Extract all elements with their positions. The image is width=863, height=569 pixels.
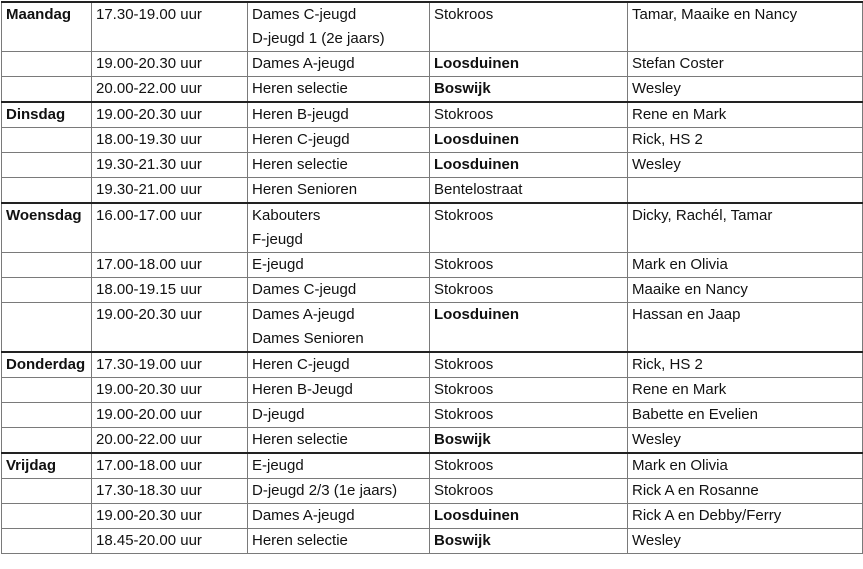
location-cell: Loosduinen (430, 303, 628, 353)
location-cell: Stokroos (430, 2, 628, 52)
group-line: Heren B-Jeugd (252, 381, 353, 398)
trainers-cell: Rene en Mark (628, 102, 863, 128)
location-cell: Boswijk (430, 428, 628, 454)
location-cell: Boswijk (430, 529, 628, 554)
location-cell: Stokroos (430, 253, 628, 278)
schedule-row (2, 403, 863, 428)
time-cell: 17.30-19.00 uur (92, 2, 248, 52)
group-cell (248, 453, 430, 479)
day-cell (2, 153, 92, 178)
time-cell: 18.00-19.30 uur (92, 128, 248, 153)
trainers-cell: Babette en Evelien (628, 403, 863, 428)
group-line: Dames C-jeugd (252, 6, 357, 23)
trainers-cell: Wesley (628, 153, 863, 178)
trainers-cell: Rene en Mark (628, 378, 863, 403)
group-cell (248, 504, 430, 529)
group-line: Heren selectie (252, 431, 348, 448)
schedule-row (2, 203, 863, 253)
time-cell: 16.00-17.00 uur (92, 203, 248, 253)
group-cell (248, 403, 430, 428)
day-cell (2, 428, 92, 454)
schedule-row (2, 352, 863, 378)
group-line: Heren B-jeugd (252, 106, 349, 123)
location-cell: Stokroos (430, 453, 628, 479)
group-line: Heren C-jeugd (252, 356, 350, 373)
day-cell (2, 529, 92, 554)
time-cell: 19.00-20.30 uur (92, 378, 248, 403)
day-cell (2, 504, 92, 529)
time-cell: 17.30-19.00 uur (92, 352, 248, 378)
group-cell (248, 378, 430, 403)
day-cell (2, 303, 92, 353)
schedule-row (2, 178, 863, 204)
day-cell: Dinsdag (2, 102, 92, 128)
group-line: Dames A-jeugd (252, 507, 355, 524)
trainers-cell: Tamar, Maaike en Nancy (628, 2, 863, 52)
group-line: F-jeugd (252, 231, 303, 248)
schedule-row (2, 479, 863, 504)
time-cell: 19.00-20.30 uur (92, 303, 248, 353)
trainers-cell: Rick, HS 2 (628, 128, 863, 153)
time-cell: 18.45-20.00 uur (92, 529, 248, 554)
trainers-cell: Mark en Olivia (628, 453, 863, 479)
group-line: Dames A-jeugd (252, 55, 355, 72)
location-cell: Loosduinen (430, 52, 628, 77)
time-cell: 18.00-19.15 uur (92, 278, 248, 303)
group-line: Heren selectie (252, 80, 348, 97)
location-cell: Loosduinen (430, 153, 628, 178)
time-cell: 20.00-22.00 uur (92, 77, 248, 103)
trainers-cell: Wesley (628, 529, 863, 554)
group-cell (248, 102, 430, 128)
trainers-cell: Wesley (628, 77, 863, 103)
schedule-row (2, 453, 863, 479)
location-cell: Boswijk (430, 77, 628, 103)
time-cell: 20.00-22.00 uur (92, 428, 248, 454)
day-cell (2, 77, 92, 103)
day-cell: Donderdag (2, 352, 92, 378)
time-cell: 19.30-21.30 uur (92, 153, 248, 178)
schedule-row (2, 428, 863, 454)
day-cell (2, 253, 92, 278)
location-cell: Stokroos (430, 479, 628, 504)
schedule-row (2, 529, 863, 554)
day-cell: Maandag (2, 2, 92, 52)
group-cell (248, 77, 430, 103)
group-line: Heren selectie (252, 532, 348, 549)
trainers-cell: Hassan en Jaap (628, 303, 863, 353)
group-cell (248, 479, 430, 504)
schedule-row (2, 378, 863, 403)
group-cell (248, 428, 430, 454)
group-cell (248, 2, 430, 52)
trainers-cell: Maaike en Nancy (628, 278, 863, 303)
day-cell (2, 278, 92, 303)
schedule-row (2, 52, 863, 77)
schedule-row (2, 77, 863, 103)
schedule-row (2, 303, 863, 353)
group-line: Dames Senioren (252, 330, 364, 347)
schedule-row (2, 278, 863, 303)
day-cell (2, 52, 92, 77)
group-cell (248, 153, 430, 178)
group-line: D-jeugd 1 (2e jaars) (252, 30, 385, 47)
day-cell: Woensdag (2, 203, 92, 253)
trainers-cell: Stefan Coster (628, 52, 863, 77)
group-cell (248, 253, 430, 278)
schedule-body (2, 2, 863, 554)
location-cell: Stokroos (430, 102, 628, 128)
schedule-row (2, 504, 863, 529)
location-cell: Loosduinen (430, 504, 628, 529)
schedule-row (2, 253, 863, 278)
group-cell (248, 278, 430, 303)
trainers-cell: Wesley (628, 428, 863, 454)
trainers-cell: Dicky, Rachél, Tamar (628, 203, 863, 253)
group-line: Heren C-jeugd (252, 131, 350, 148)
time-cell: 19.30-21.00 uur (92, 178, 248, 204)
group-line: Dames A-jeugd (252, 306, 355, 323)
trainers-cell: Mark en Olivia (628, 253, 863, 278)
trainers-cell: Rick A en Debby/Ferry (628, 504, 863, 529)
group-line: E-jeugd (252, 256, 304, 273)
group-cell (248, 352, 430, 378)
group-line: E-jeugd (252, 457, 304, 474)
schedule-row (2, 2, 863, 52)
time-cell: 19.00-20.30 uur (92, 102, 248, 128)
group-line: D-jeugd 2/3 (1e jaars) (252, 482, 398, 499)
trainers-cell: Rick A en Rosanne (628, 479, 863, 504)
time-cell: 19.00-20.30 uur (92, 52, 248, 77)
group-cell (248, 52, 430, 77)
location-cell: Stokroos (430, 403, 628, 428)
group-cell (248, 203, 430, 253)
location-cell: Stokroos (430, 352, 628, 378)
group-line: Heren Senioren (252, 181, 358, 198)
location-cell: Stokroos (430, 378, 628, 403)
schedule-row (2, 153, 863, 178)
day-cell (2, 178, 92, 204)
group-cell (248, 529, 430, 554)
schedule-row (2, 102, 863, 128)
day-cell (2, 403, 92, 428)
group-cell (248, 303, 430, 353)
location-cell: Bentelostraat (430, 178, 628, 204)
location-cell: Loosduinen (430, 128, 628, 153)
day-cell (2, 378, 92, 403)
day-cell: Vrijdag (2, 453, 92, 479)
time-cell: 19.00-20.30 uur (92, 504, 248, 529)
time-cell: 17.30-18.30 uur (92, 479, 248, 504)
location-cell: Stokroos (430, 278, 628, 303)
group-line: D-jeugd (252, 406, 305, 423)
schedule-row (2, 128, 863, 153)
location-cell: Stokroos (430, 203, 628, 253)
group-line: Dames C-jeugd (252, 281, 357, 298)
day-cell (2, 479, 92, 504)
group-cell (248, 178, 430, 204)
time-cell: 17.00-18.00 uur (92, 253, 248, 278)
time-cell: 19.00-20.00 uur (92, 403, 248, 428)
training-schedule-table (1, 1, 863, 554)
day-cell (2, 128, 92, 153)
trainers-cell (628, 178, 863, 204)
trainers-cell: Rick, HS 2 (628, 352, 863, 378)
group-line: Kabouters (252, 207, 321, 224)
time-cell: 17.00-18.00 uur (92, 453, 248, 479)
group-line: Heren selectie (252, 156, 348, 173)
group-cell (248, 128, 430, 153)
